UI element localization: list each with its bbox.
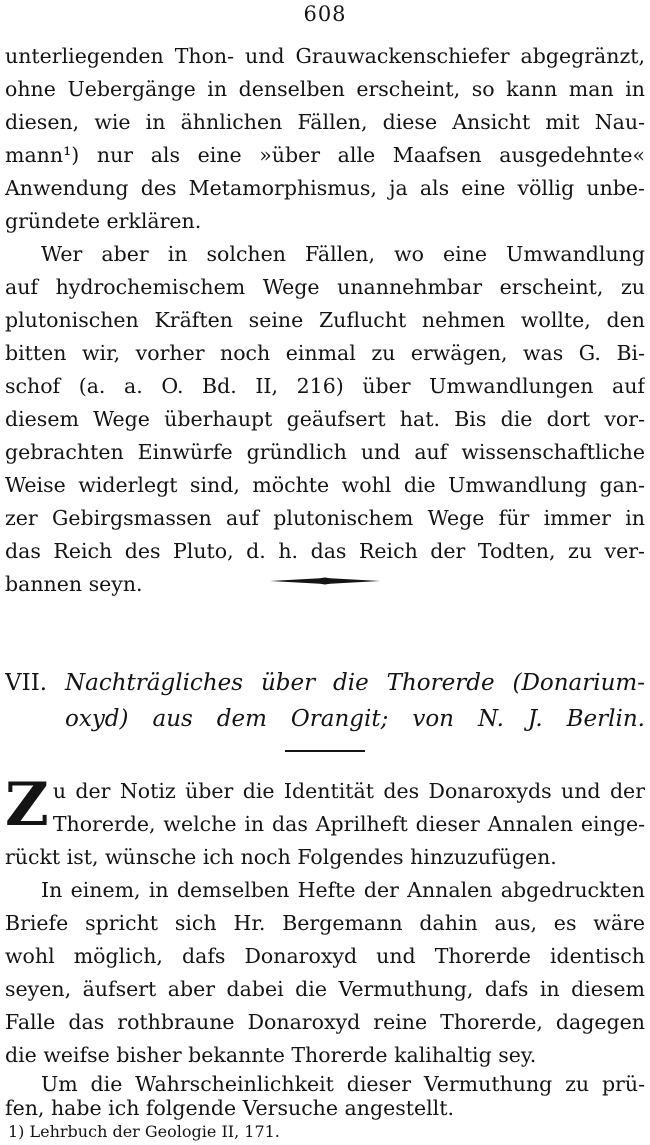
footnote: 1) Lehrbuch der Geologie II, 171. [8, 1122, 280, 1141]
text-line: Um die Wahrscheinlichkeit dieser Vermuthung zu prü- [41, 1072, 645, 1096]
text-line: plutonischen Kräften seine Zuflucht nehmen wollte, den [5, 308, 645, 332]
text-line: u der Notiz über die Identität des Donaroxyds und der [52, 779, 645, 803]
text-line: unterliegenden Thon- und Grauwackenschiefer abgegränzt, [5, 44, 645, 68]
text-line: Thorerde, welche in das Aprilheft dieser Annalen einge- [52, 812, 645, 836]
text-line: Falle das rothbraune Donaroxyd reine Thorerde, dagegen [5, 1010, 645, 1034]
text-line: bitten wir, vorher noch einmal zu erwägen, was G. Bi- [5, 341, 645, 365]
section-number: VII. [5, 670, 48, 696]
text-line: wohl möglich, dafs Donaroxyd und Thorerde identisch [5, 944, 645, 968]
text-line: ohne Uebergänge in denselben erscheint, so kann man in [5, 77, 645, 101]
paragraph-bischof [5, 238, 645, 601]
text-line: seyen, äufsert aber dabei die Vermuthung, dafs in diesem [5, 977, 645, 1001]
text-line: auf hydrochemischem Wege unannehmbar erscheint, zu [5, 275, 645, 299]
text-line: gebrachten Einwürfe gründlich und auf wissenschaftliche [5, 440, 645, 464]
heading-line-1 [5, 665, 645, 701]
text-line: In einem, in demselben Hefte der Annalen abgedruckten [41, 878, 645, 902]
text-line: bannen seyn. [5, 572, 143, 596]
text-line: Weise widerlegt sind, möchte wohl die Umwandlung gan- [5, 473, 645, 497]
paragraph-continuation [5, 40, 645, 238]
drop-cap: Z [5, 770, 49, 840]
text-line: schof (a. a. O. Bd. II, 216) über Umwandlungen auf [5, 374, 645, 398]
article-heading [5, 665, 645, 737]
text-line: mann¹) nur als eine »über alle Maafsen ausgedehnte« [5, 143, 645, 167]
text-line: fen, habe ich folgende Versuche angestellt. [5, 1096, 454, 1120]
text-line: die weifse bisher bekannte Thorerde kalihaltig sey. [5, 1043, 537, 1067]
text-line: gründete erklären. [5, 209, 202, 233]
text-line: das Reich des Pluto, d. h. das Reich der Todten, zu ver- [5, 539, 645, 563]
text-line: Anwendung des Metamorphismus, ja als eine völlig unbe- [5, 176, 645, 200]
heading-title-part-1: Nachträgliches über die Thorerde (Donarium- [65, 670, 645, 696]
text-line: Wer aber in solchen Fällen, wo eine Umwandlung [41, 242, 645, 266]
paragraph-intro [5, 770, 645, 874]
page-number: 608 [303, 2, 347, 26]
text-line: Briefe spricht sich Hr. Bergemann dahin aus, es wäre [5, 911, 645, 935]
paragraph-bergemann [5, 874, 645, 1072]
heading-rule [285, 750, 365, 752]
text-line: diesen, wie in ähnlichen Fällen, diese Ansicht mit Nau- [5, 110, 645, 134]
paragraph-experiments [5, 1072, 645, 1120]
heading-title-part-2: oxyd) aus dem Orangit; von N. J. Berlin. [65, 706, 645, 732]
heading-line-2 [5, 701, 645, 737]
text-line: diesem Wege überhaupt geäufsert hat. Bis die dort vor- [5, 407, 645, 431]
text-line: zer Gebirgsmassen auf plutonischem Wege für immer in [5, 506, 645, 530]
text-line: rückt ist, wünsche ich noch Folgendes hinzuzufügen. [5, 845, 557, 869]
section-divider-ornament [270, 577, 380, 585]
